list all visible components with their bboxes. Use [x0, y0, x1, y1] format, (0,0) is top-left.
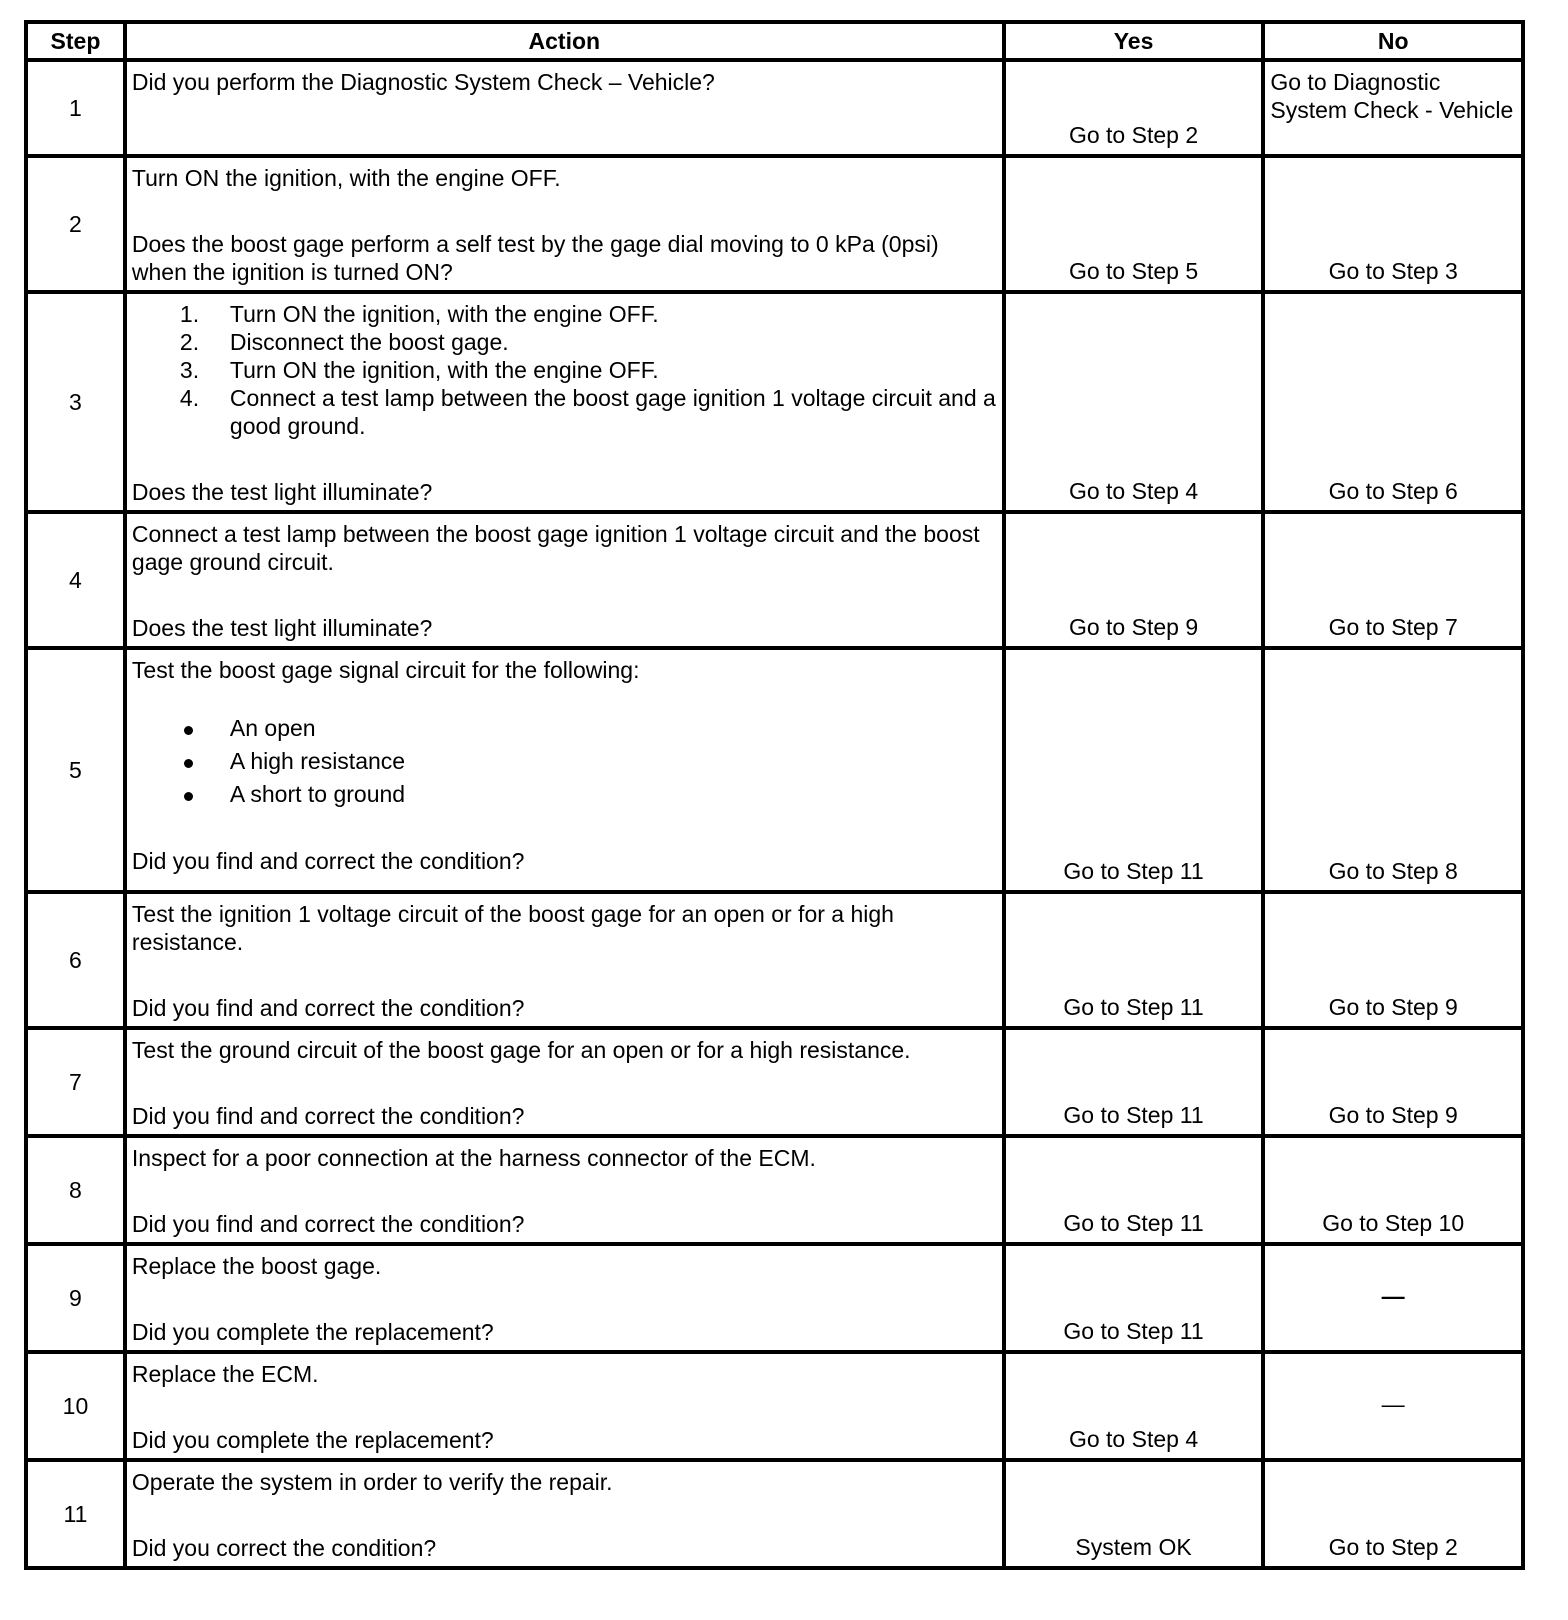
list-item: 1. Turn ON the ignition, with the engine OFF.: [179, 301, 659, 327]
table-row: [26, 892, 1523, 1028]
list-item: 2. Disconnect the boost gage.: [179, 329, 509, 355]
header-step: Step: [26, 22, 125, 60]
step-number: 4: [26, 512, 125, 648]
yes-cell: Go to Step 4: [1004, 1352, 1264, 1460]
numbered-list: [132, 300, 998, 440]
step-number: 8: [26, 1136, 125, 1244]
header-yes: Yes: [1004, 22, 1264, 60]
action-question: Does the test light illuminate?: [131, 479, 433, 505]
table-row: [26, 1460, 1523, 1568]
no-cell: Go to Diagnostic System Check - Vehicle: [1263, 60, 1523, 156]
action-cell: [125, 648, 1004, 892]
no-cell: Go to Step 2: [1263, 1460, 1523, 1568]
action-text: Test the boost gage signal circuit for the following:: [131, 657, 640, 683]
yes-cell: Go to Step 9: [1004, 512, 1264, 648]
bullet-list: [132, 712, 998, 811]
table-row: [26, 1028, 1523, 1136]
list-item: 3. Turn ON the ignition, with the engine OFF.: [179, 357, 659, 383]
no-cell: Go to Step 9: [1263, 1028, 1523, 1136]
action-cell: [125, 60, 1004, 156]
table-row: [26, 1352, 1523, 1460]
action-text: Operate the system in order to verify the repair.: [131, 1469, 613, 1495]
step-number: 3: [26, 292, 125, 512]
action-cell: [125, 512, 1004, 648]
action-question: Did you correct the condition?: [131, 1535, 437, 1561]
action-question: Did you find and correct the condition?: [131, 1103, 525, 1129]
header-action: Action: [125, 22, 1004, 60]
no-cell: Go to Step 8: [1263, 648, 1523, 892]
step-number: 9: [26, 1244, 125, 1352]
action-text: Turn ON the ignition, with the engine OFF.: [131, 165, 561, 191]
list-item: A short to ground: [132, 778, 998, 811]
yes-cell: Go to Step 5: [1004, 156, 1264, 292]
no-cell: Go to Step 9: [1263, 892, 1523, 1028]
action-question: Does the boost gage perform a self test by the gage dial moving to 0 kPa (0psi) when the ignition is turned ON?: [131, 231, 939, 285]
step-number: 6: [26, 892, 125, 1028]
action-text: Replace the ECM.: [131, 1361, 319, 1387]
action-cell: [125, 1352, 1004, 1460]
action-question: Did you find and correct the condition?: [131, 995, 525, 1021]
action-text: Test the ignition 1 voltage circuit of the boost gage for an open or for a high resistance.: [131, 901, 894, 955]
action-question: Did you complete the replacement?: [131, 1319, 494, 1345]
step-number: 10: [26, 1352, 125, 1460]
table-row: [26, 156, 1523, 292]
list-item: An open: [132, 712, 998, 745]
no-cell: —: [1263, 1352, 1523, 1460]
table-row: [26, 512, 1523, 648]
yes-cell: Go to Step 11: [1004, 1136, 1264, 1244]
header-no: No: [1263, 22, 1523, 60]
yes-cell: Go to Step 11: [1004, 892, 1264, 1028]
step-number: 7: [26, 1028, 125, 1136]
action-cell: [125, 156, 1004, 292]
action-cell: [125, 1028, 1004, 1136]
step-number: 11: [26, 1460, 125, 1568]
no-cell: Go to Step 7: [1263, 512, 1523, 648]
step-number: 5: [26, 648, 125, 892]
action-text: Connect a test lamp between the boost gage ignition 1 voltage circuit and the boost gage ground circuit.: [131, 521, 980, 575]
yes-cell: System OK: [1004, 1460, 1264, 1568]
table-row: [26, 1136, 1523, 1244]
action-text: Replace the boost gage.: [131, 1253, 382, 1279]
action-cell: [125, 1136, 1004, 1244]
no-cell: Go to Step 6: [1263, 292, 1523, 512]
table-row: [26, 648, 1523, 892]
step-number: 2: [26, 156, 125, 292]
action-question: Did you find and correct the condition?: [131, 848, 525, 874]
yes-cell: Go to Step 4: [1004, 292, 1264, 512]
action-question: Does the test light illuminate?: [131, 615, 433, 641]
action-question: Did you find and correct the condition?: [131, 1211, 525, 1237]
header-row: [26, 22, 1523, 60]
action-cell: [125, 1460, 1004, 1568]
action-cell: [125, 292, 1004, 512]
action-text: Did you perform the Diagnostic System Check – Vehicle?: [131, 69, 715, 95]
action-cell: [125, 892, 1004, 1028]
action-text: Test the ground circuit of the boost gage for an open or for a high resistance.: [131, 1037, 911, 1063]
yes-cell: Go to Step 11: [1004, 648, 1264, 892]
no-cell: Go to Step 3: [1263, 156, 1523, 292]
table-row: [26, 1244, 1523, 1352]
list-item: A high resistance: [132, 745, 998, 778]
action-cell: [125, 1244, 1004, 1352]
yes-cell: Go to Step 2: [1004, 60, 1264, 156]
table-row: [26, 292, 1523, 512]
no-cell: —: [1263, 1244, 1523, 1352]
yes-cell: Go to Step 11: [1004, 1028, 1264, 1136]
step-number: 1: [26, 60, 125, 156]
yes-cell: Go to Step 11: [1004, 1244, 1264, 1352]
action-text: Inspect for a poor connection at the harness connector of the ECM.: [131, 1145, 816, 1171]
diagnostic-table: [24, 20, 1525, 1570]
table-row: [26, 60, 1523, 156]
action-question: Did you complete the replacement?: [131, 1427, 494, 1453]
no-cell: Go to Step 10: [1263, 1136, 1523, 1244]
list-item: 4. Connect a test lamp between the boost gage ignition 1 voltage circuit and a good ground.: [179, 385, 996, 439]
